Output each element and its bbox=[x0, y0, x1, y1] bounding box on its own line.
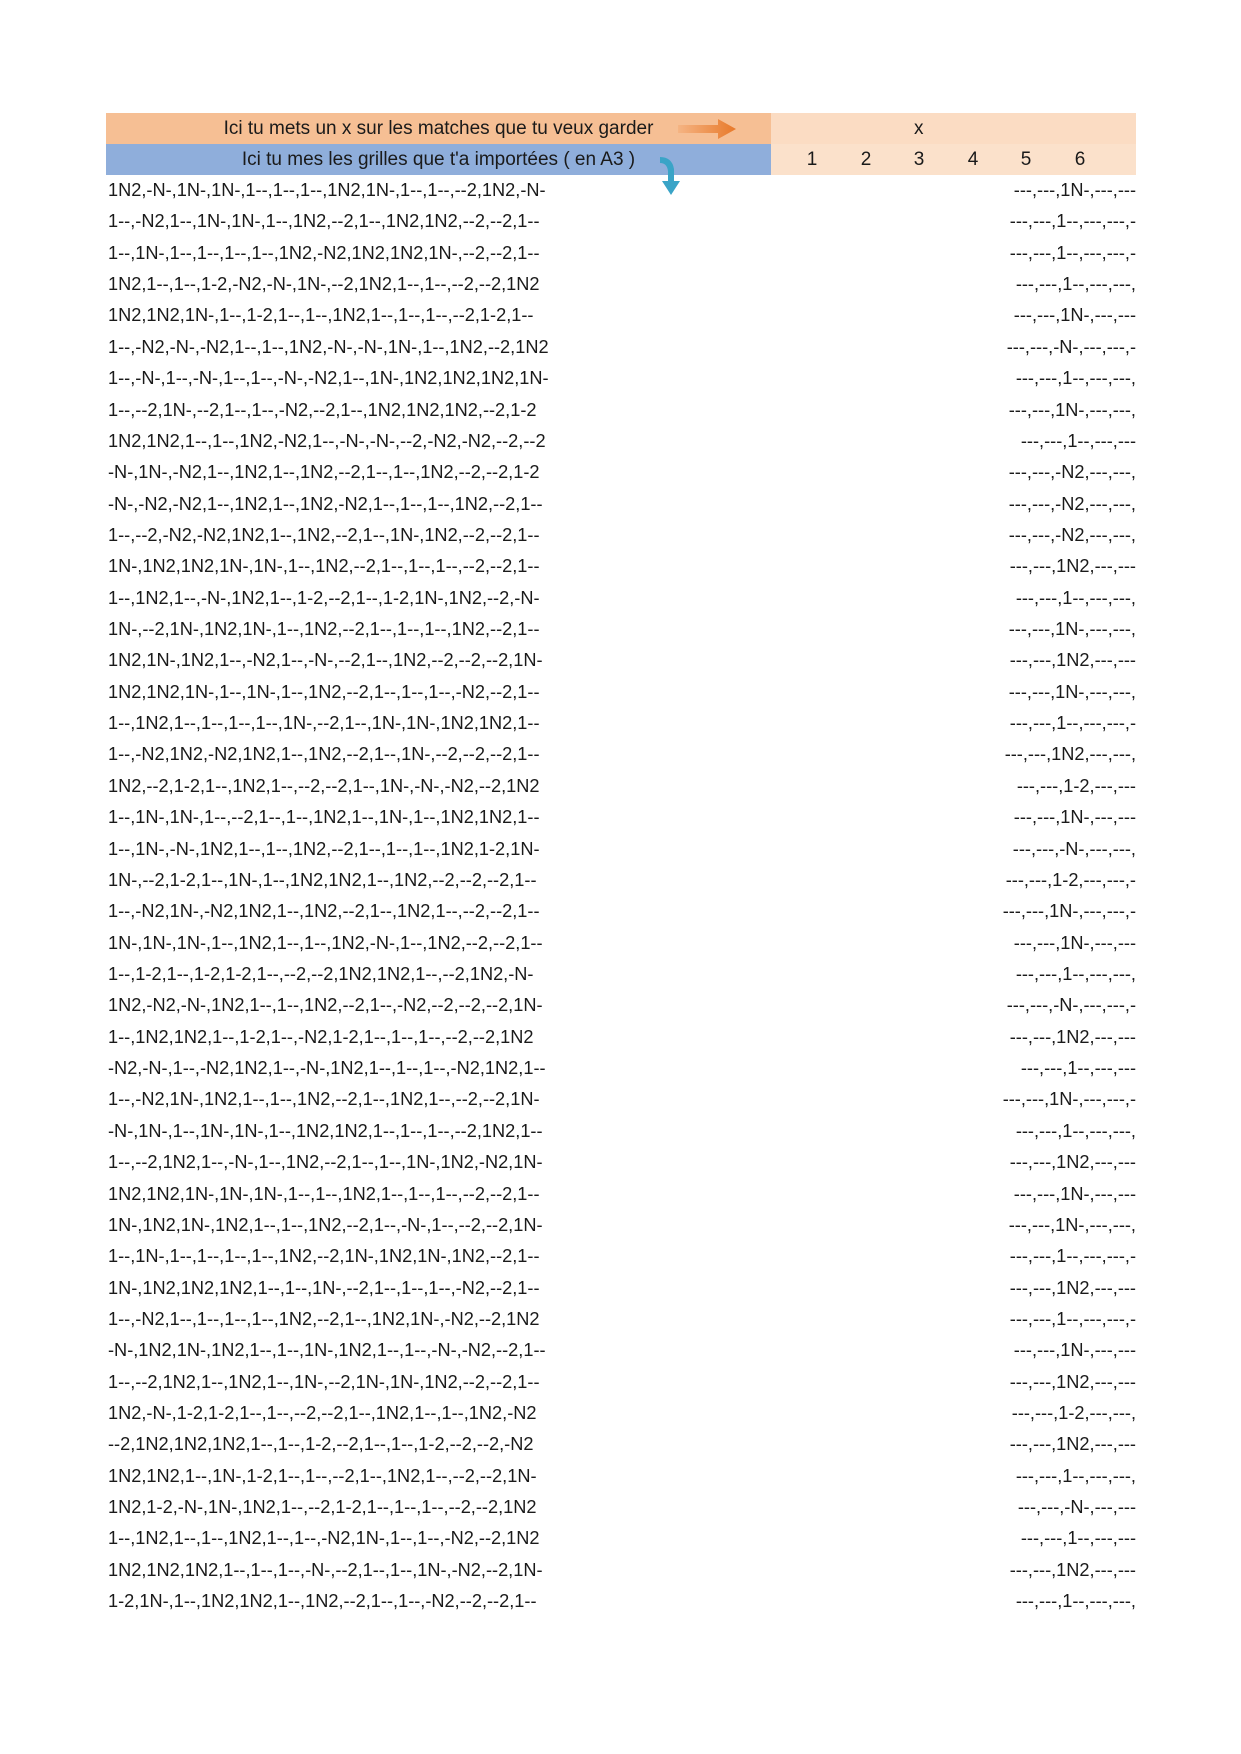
imported-grid-cell[interactable]: 1--,-N2,-N-,-N2,1--,1--,1N2,-N-,-N-,1N-,1--,1N2,--2,1N2 bbox=[108, 336, 549, 357]
grid-row bbox=[106, 1179, 1136, 1210]
filtered-grid-text: ---,---,-N-,---,--- bbox=[1017, 1497, 1136, 1518]
filtered-grid-text: ---,---,1N-,---,---, bbox=[1008, 399, 1136, 420]
grid-row bbox=[106, 865, 1136, 896]
filtered-grid-text: ---,---,1N2,---,--- bbox=[1009, 1026, 1136, 1047]
filtered-grid-cell bbox=[981, 1147, 1136, 1178]
column-number-row bbox=[771, 144, 1136, 175]
grid-row bbox=[106, 269, 1136, 300]
grid-rows bbox=[106, 175, 1136, 1618]
filtered-grid-cell bbox=[981, 1492, 1136, 1523]
grid-row bbox=[106, 739, 1136, 770]
grid-row bbox=[106, 1147, 1136, 1178]
grid-row bbox=[106, 1304, 1136, 1335]
filtered-grid-text: ---,---,-N-,---,---,- bbox=[1006, 336, 1136, 357]
filtered-grid-cell bbox=[981, 1398, 1136, 1429]
filtered-grid-cell bbox=[981, 990, 1136, 1021]
imported-grid-cell[interactable]: 1N2,1-2,-N-,1N-,1N2,1--,--2,1-2,1--,1--,1--,--2,--2,1N2 bbox=[108, 1497, 537, 1518]
imported-grid-cell[interactable]: 1--,1N-,-N-,1N2,1--,1--,1N2,--2,1--,1--,1--,1N2,1-2,1N- bbox=[108, 838, 540, 859]
filtered-grid-text: ---,---,1--,---,---, bbox=[1015, 587, 1136, 608]
filtered-grid-cell bbox=[981, 175, 1136, 206]
imported-grid-cell[interactable]: 1--,--2,1N2,1--,1N2,1--,1N-,--2,1N-,1N-,1N2,--2,--2,1-- bbox=[108, 1371, 540, 1392]
filtered-grid-cell bbox=[981, 896, 1136, 927]
keep-matches-instruction: Ici tu mets un x sur les matches que tu veux garder bbox=[106, 113, 771, 144]
imported-grid-cell[interactable]: 1--,1N-,1--,1--,1--,1--,1N2,-N2,1N2,1N2,1N-,--2,--2,1-- bbox=[108, 242, 540, 263]
filtered-grid-text: ---,---,1-2,---,---, bbox=[1011, 1403, 1136, 1424]
imported-grid-cell[interactable]: 1N-,1N2,1N-,1N2,1--,1--,1N2,--2,1--,-N-,1--,--2,--2,1N- bbox=[108, 1214, 543, 1235]
filtered-grid-cell bbox=[981, 865, 1136, 896]
filtered-grid-text: ---,---,1--,---,---,- bbox=[1009, 1246, 1136, 1267]
imported-grid-cell[interactable]: 1--,--2,-N2,-N2,1N2,1--,1N2,--2,1--,1N-,1N2,--2,--2,1-- bbox=[108, 524, 540, 545]
filtered-grid-text: ---,---,-N2,---,---, bbox=[1008, 524, 1136, 545]
filtered-grid-text: ---,---,1N-,---,--- bbox=[1013, 180, 1136, 200]
filtered-grid-text: ---,---,-N2,---,---, bbox=[1008, 493, 1136, 514]
imported-grid-cell[interactable]: 1--,--2,1N-,--2,1--,1--,-N2,--2,1--,1N2,1N2,1N2,--2,1-2 bbox=[108, 399, 537, 420]
imported-grid-cell[interactable]: 1N2,-N-,1N-,1N-,1--,1--,1--,1N2,1N-,1--,1--,--2,1N2,-N- bbox=[108, 180, 546, 200]
grid-row bbox=[106, 489, 1136, 520]
column-number-2: 2 bbox=[860, 149, 872, 170]
imported-grid-cell[interactable]: 1--,1N-,1N-,1--,--2,1--,1--,1N2,1--,1N-,1--,1N2,1N2,1-- bbox=[108, 807, 540, 828]
filtered-grid-cell bbox=[981, 551, 1136, 582]
filtered-grid-text: ---,---,1-2,---,---,- bbox=[1005, 869, 1136, 890]
filtered-grid-cell bbox=[981, 1022, 1136, 1053]
filtered-grid-text: ---,---,1N2,---,--- bbox=[1009, 1277, 1136, 1298]
imported-grid-cell[interactable]: 1--,1N2,1N2,1--,1-2,1--,-N2,1-2,1--,1--,1--,--2,--2,1N2 bbox=[108, 1026, 534, 1047]
imported-grid-cell[interactable]: 1--,-N2,1N2,-N2,1N2,1--,1N2,--2,1--,1N-,--2,--2,--2,1-- bbox=[108, 744, 540, 765]
imported-grid-cell[interactable]: 1--,-N2,1N-,-N2,1N2,1--,1N2,--2,1--,1N2,1--,--2,--2,1-- bbox=[108, 901, 540, 922]
filtered-grid-text: ---,---,1--,---,--- bbox=[1020, 430, 1136, 451]
filtered-grid-cell bbox=[981, 1429, 1136, 1460]
filtered-grid-text: ---,---,1N-,---,---,- bbox=[1002, 1089, 1136, 1110]
column-number-4: 4 bbox=[967, 149, 979, 170]
grid-row bbox=[106, 520, 1136, 551]
filtered-grid-cell bbox=[981, 300, 1136, 331]
filtered-grid-cell bbox=[981, 708, 1136, 739]
imported-grid-cell[interactable]: 1--,1-2,1--,1-2,1-2,1--,--2,--2,1N2,1N2,1--,--2,1N2,-N- bbox=[108, 963, 534, 984]
grid-row bbox=[106, 332, 1136, 363]
imported-grids-instruction: Ici tu mes les grilles que t'a importées ( en A3 ) bbox=[106, 144, 771, 175]
filtered-grid-text: ---,---,1--,---,--- bbox=[1020, 1058, 1136, 1079]
grid-row bbox=[106, 834, 1136, 865]
grid-row bbox=[106, 1367, 1136, 1398]
filtered-grid-text: ---,---,1N-,---,---, bbox=[1008, 1214, 1136, 1235]
grid-row bbox=[106, 1523, 1136, 1554]
imported-grid-cell[interactable]: 1N2,1--,1--,1-2,-N2,-N-,1N-,--2,1N2,1--,1--,--2,--2,1N2 bbox=[108, 274, 540, 295]
grid-row bbox=[106, 1461, 1136, 1492]
filtered-grid-cell bbox=[981, 206, 1136, 237]
imported-grid-cell[interactable]: 1N2,-N2,-N-,1N2,1--,1--,1N2,--2,1--,-N2,--2,--2,--2,1N- bbox=[108, 995, 543, 1016]
filtered-grid-cell bbox=[981, 1335, 1136, 1366]
filtered-grid-cell bbox=[981, 395, 1136, 426]
imported-grid-cell[interactable]: 1N2,1N2,1N-,1--,1N-,1--,1N2,--2,1--,1--,1--,-N2,--2,1-- bbox=[108, 681, 540, 702]
filtered-grid-text: ---,---,1--,---,---, bbox=[1015, 368, 1136, 389]
grid-row bbox=[106, 1210, 1136, 1241]
imported-grids-header-row bbox=[106, 144, 1136, 175]
filtered-grid-cell bbox=[981, 269, 1136, 300]
grid-row bbox=[106, 1053, 1136, 1084]
filtered-grid-cell bbox=[981, 739, 1136, 770]
keep-match-x-mark[interactable]: x bbox=[914, 118, 924, 139]
filtered-grid-cell bbox=[981, 928, 1136, 959]
filtered-grid-cell bbox=[981, 583, 1136, 614]
imported-grid-cell[interactable]: 1N-,1N2,1N2,1N-,1N-,1--,1N2,--2,1--,1--,1--,--2,--2,1-- bbox=[108, 556, 540, 577]
filtered-grid-cell bbox=[981, 677, 1136, 708]
grid-row bbox=[106, 802, 1136, 833]
filtered-grid-cell bbox=[981, 1304, 1136, 1335]
column-number-3: 3 bbox=[913, 149, 925, 170]
grid-row bbox=[106, 708, 1136, 739]
filtered-grid-text: ---,---,-N2,---,---, bbox=[1008, 462, 1136, 483]
imported-grid-cell[interactable]: 1--,1N-,1--,1--,1--,1--,1N2,--2,1N-,1N2,1N-,1N2,--2,1-- bbox=[108, 1246, 540, 1267]
grid-row bbox=[106, 551, 1136, 582]
column-number-5: 5 bbox=[1020, 149, 1032, 170]
grid-row bbox=[106, 1084, 1136, 1115]
filtered-grid-text: ---,---,1N2,---,--- bbox=[1009, 556, 1136, 577]
filtered-grid-text: ---,---,1--,---,---, bbox=[1015, 274, 1136, 295]
filtered-grid-cell bbox=[981, 1586, 1136, 1617]
grid-row bbox=[106, 1586, 1136, 1617]
filtered-grid-cell bbox=[981, 520, 1136, 551]
grid-row bbox=[106, 1335, 1136, 1366]
grid-row bbox=[106, 1022, 1136, 1053]
grid-row bbox=[106, 959, 1136, 990]
grid-row bbox=[106, 363, 1136, 394]
filtered-grid-text: ---,---,1--,---,---, bbox=[1015, 1120, 1136, 1141]
imported-grid-cell[interactable]: -N-,1N2,1N-,1N2,1--,1--,1N-,1N2,1--,1--,-N-,-N2,--2,1-- bbox=[108, 1340, 546, 1361]
imported-grid-cell[interactable]: -N-,-N2,-N2,1--,1N2,1--,1N2,-N2,1--,1--,1--,1N2,--2,1-- bbox=[108, 493, 543, 514]
imported-grid-cell[interactable]: 1N-,1N2,1N2,1N2,1--,1--,1N-,--2,1--,1--,1--,-N2,--2,1-- bbox=[108, 1277, 540, 1298]
filtered-grid-text: ---,---,1N-,---,---, bbox=[1008, 619, 1136, 640]
arrow-right-icon bbox=[676, 118, 738, 140]
grid-row bbox=[106, 645, 1136, 676]
filtered-grid-cell bbox=[981, 802, 1136, 833]
filtered-grid-cell bbox=[981, 1116, 1136, 1147]
filtered-grid-text: ---,---,1--,---,---,- bbox=[1009, 211, 1136, 232]
imported-grid-cell[interactable]: 1--,1N2,1--,1--,1--,1--,1N-,--2,1--,1N-,1N-,1N2,1N2,1-- bbox=[108, 713, 540, 734]
grid-row bbox=[106, 457, 1136, 488]
grid-row bbox=[106, 583, 1136, 614]
filtered-grid-cell bbox=[981, 1210, 1136, 1241]
imported-grid-cell[interactable]: 1-2,1N-,1--,1N2,1N2,1--,1N2,--2,1--,1--,-N2,--2,--2,1-- bbox=[108, 1591, 537, 1612]
filtered-grid-text: ---,---,1N-,---,--- bbox=[1013, 1340, 1136, 1361]
imported-grid-cell[interactable]: 1N2,-N-,1-2,1-2,1--,1--,--2,--2,1--,1N2,1--,1--,1N2,-N2 bbox=[108, 1403, 537, 1424]
grid-row bbox=[106, 238, 1136, 269]
imported-grid-cell[interactable]: 1--,-N-,1--,-N-,1--,1--,-N-,-N2,1--,1N-,1N2,1N2,1N2,1N- bbox=[108, 368, 549, 389]
filtered-grid-text: ---,---,1--,---,---, bbox=[1015, 1591, 1136, 1612]
imported-grid-cell[interactable]: 1--,--2,1N2,1--,-N-,1--,1N2,--2,1--,1--,1N-,1N2,-N2,1N- bbox=[108, 1152, 543, 1173]
filtered-grid-text: ---,---,1N2,---,--- bbox=[1009, 1152, 1136, 1173]
grid-row bbox=[106, 771, 1136, 802]
filtered-grid-text: ---,---,1N2,---,---, bbox=[1004, 744, 1136, 765]
grid-row bbox=[106, 206, 1136, 237]
arrow-down-icon bbox=[658, 155, 684, 197]
imported-grid-cell[interactable]: -N-,1N-,-N2,1--,1N2,1--,1N2,--2,1--,1--,1N2,--2,--2,1-2 bbox=[108, 462, 540, 483]
filtered-grid-text: ---,---,1N-,---,--- bbox=[1013, 1183, 1136, 1204]
grid-row bbox=[106, 1555, 1136, 1586]
filtered-grid-cell bbox=[981, 1555, 1136, 1586]
filtered-grid-cell bbox=[981, 1461, 1136, 1492]
imported-grid-cell[interactable]: 1N-,--2,1N-,1N2,1N-,1--,1N2,--2,1--,1--,1--,1N2,--2,1-- bbox=[108, 619, 540, 640]
filtered-grid-text: ---,---,1N-,---,---, bbox=[1008, 681, 1136, 702]
column-number-1: 1 bbox=[806, 149, 818, 170]
grid-row bbox=[106, 1429, 1136, 1460]
filtered-grid-text: ---,---,1N2,---,--- bbox=[1009, 1559, 1136, 1580]
filtered-grid-text: ---,---,1--,---,--- bbox=[1020, 1528, 1136, 1549]
grid-row bbox=[106, 1273, 1136, 1304]
filtered-grid-text: ---,---,1N2,---,--- bbox=[1009, 650, 1136, 671]
imported-grid-cell[interactable]: --2,1N2,1N2,1N2,1--,1--,1-2,--2,1--,1--,1-2,--2,--2,-N2 bbox=[108, 1434, 534, 1455]
filtered-grid-cell bbox=[981, 332, 1136, 363]
filtered-grid-text: ---,---,1-2,---,--- bbox=[1016, 775, 1136, 796]
filtered-grid-cell bbox=[981, 1273, 1136, 1304]
imported-grid-cell[interactable]: 1--,1N2,1--,-N-,1N2,1--,1-2,--2,1--,1-2,1N-,1N2,--2,-N- bbox=[108, 587, 540, 608]
filtered-grid-text: ---,---,1--,---,---, bbox=[1015, 963, 1136, 984]
filtered-grid-cell bbox=[981, 1053, 1136, 1084]
spreadsheet-sheet bbox=[106, 113, 1136, 1618]
filtered-grid-text: ---,---,-N-,---,---, bbox=[1012, 838, 1136, 859]
imported-grid-cell[interactable]: 1N2,1N2,1--,1--,1N2,-N2,1--,-N-,-N-,--2,-N2,-N2,--2,--2 bbox=[108, 430, 546, 451]
grid-row bbox=[106, 426, 1136, 457]
filtered-grid-cell bbox=[981, 959, 1136, 990]
filtered-grid-cell bbox=[981, 1179, 1136, 1210]
grid-row bbox=[106, 395, 1136, 426]
grid-row bbox=[106, 1116, 1136, 1147]
filtered-grid-cell bbox=[981, 614, 1136, 645]
filtered-grid-text: ---,---,1N-,---,--- bbox=[1013, 305, 1136, 326]
imported-grid-cell[interactable]: -N-,1N-,1--,1N-,1N-,1--,1N2,1N2,1--,1--,1--,--2,1N2,1-- bbox=[108, 1120, 543, 1141]
imported-grid-cell[interactable]: -N2,-N-,1--,-N2,1N2,1--,-N-,1N2,1--,1--,1--,-N2,1N2,1-- bbox=[108, 1058, 546, 1079]
filtered-grid-cell bbox=[981, 1241, 1136, 1272]
filtered-grid-cell bbox=[981, 363, 1136, 394]
grid-row bbox=[106, 1398, 1136, 1429]
filtered-grid-cell bbox=[981, 489, 1136, 520]
imported-grid-cell[interactable]: 1N2,1N-,1N2,1--,-N2,1--,-N-,--2,1--,1N2,--2,--2,--2,1N- bbox=[108, 650, 543, 671]
filtered-grid-text: ---,---,1N-,---,--- bbox=[1013, 932, 1136, 953]
imported-grid-cell[interactable]: 1N2,--2,1-2,1--,1N2,1--,--2,--2,1--,1N-,-N-,-N2,--2,1N2 bbox=[108, 775, 540, 796]
grid-row bbox=[106, 1492, 1136, 1523]
grid-row bbox=[106, 300, 1136, 331]
filtered-grid-text: ---,---,-N-,---,---,- bbox=[1006, 995, 1136, 1016]
filtered-grid-text: ---,---,1N2,---,--- bbox=[1009, 1434, 1136, 1455]
filtered-grid-cell bbox=[981, 1523, 1136, 1554]
grid-row bbox=[106, 677, 1136, 708]
filtered-grid-cell bbox=[981, 1084, 1136, 1115]
grid-row bbox=[106, 990, 1136, 1021]
imported-grid-cell[interactable]: 1N2,1N2,1N2,1--,1--,1--,-N-,--2,1--,1--,1N-,-N2,--2,1N- bbox=[108, 1559, 543, 1580]
imported-grid-cell[interactable]: 1N-,1N-,1N-,1--,1N2,1--,1--,1N2,-N-,1--,1N2,--2,--2,1-- bbox=[108, 932, 543, 953]
imported-grid-cell[interactable]: 1--,-N2,1N-,1N2,1--,1--,1N2,--2,1--,1N2,1--,--2,--2,1N- bbox=[108, 1089, 540, 1110]
imported-grid-cell[interactable]: 1--,1N2,1--,1--,1N2,1--,1--,-N2,1N-,1--,1--,-N2,--2,1N2 bbox=[108, 1528, 540, 1549]
grid-row bbox=[106, 896, 1136, 927]
filtered-grid-cell bbox=[981, 771, 1136, 802]
filtered-grid-text: ---,---,1--,---,---,- bbox=[1009, 713, 1136, 734]
filtered-grid-cell bbox=[981, 426, 1136, 457]
keep-matches-header-row bbox=[106, 113, 1136, 144]
filtered-grid-text: ---,---,1--,---,---,- bbox=[1009, 1308, 1136, 1329]
grid-row bbox=[106, 928, 1136, 959]
filtered-grid-text: ---,---,1N-,---,--- bbox=[1013, 807, 1136, 828]
keep-matches-input-cells[interactable] bbox=[771, 113, 1136, 144]
imported-grid-cell[interactable]: 1N2,1N2,1N-,1N-,1N-,1--,1--,1N2,1--,1--,1--,--2,--2,1-- bbox=[108, 1183, 540, 1204]
imported-grid-cell[interactable]: 1N-,--2,1-2,1--,1N-,1--,1N2,1N2,1--,1N2,--2,--2,--2,1-- bbox=[108, 869, 537, 890]
filtered-grid-text: ---,---,1--,---,---, bbox=[1015, 1465, 1136, 1486]
imported-grid-cell[interactable]: 1--,-N2,1--,1N-,1N-,1--,1N2,--2,1--,1N2,1N2,--2,--2,1-- bbox=[108, 211, 540, 232]
filtered-grid-cell bbox=[981, 1367, 1136, 1398]
column-number-6: 6 bbox=[1074, 149, 1086, 170]
imported-grid-cell[interactable]: 1N2,1N2,1N-,1--,1-2,1--,1--,1N2,1--,1--,1--,--2,1-2,1-- bbox=[108, 305, 534, 326]
imported-grid-cell[interactable]: 1N2,1N2,1--,1N-,1-2,1--,1--,--2,1--,1N2,1--,--2,--2,1N- bbox=[108, 1465, 537, 1486]
filtered-grid-text: ---,---,1N-,---,---,- bbox=[1002, 901, 1136, 922]
filtered-grid-cell bbox=[981, 645, 1136, 676]
grid-row bbox=[106, 1241, 1136, 1272]
filtered-grid-cell bbox=[981, 457, 1136, 488]
grid-row bbox=[106, 614, 1136, 645]
filtered-grid-cell bbox=[981, 238, 1136, 269]
filtered-grid-text: ---,---,1N2,---,--- bbox=[1009, 1371, 1136, 1392]
grid-row bbox=[106, 175, 1136, 206]
filtered-grid-text: ---,---,1--,---,---,- bbox=[1009, 242, 1136, 263]
filtered-grid-cell bbox=[981, 834, 1136, 865]
imported-grid-cell[interactable]: 1--,-N2,1--,1--,1--,1--,1N2,--2,1--,1N2,1N-,-N2,--2,1N2 bbox=[108, 1308, 540, 1329]
